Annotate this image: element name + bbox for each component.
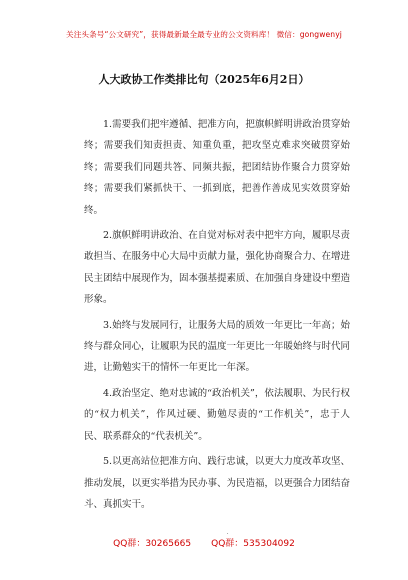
header-promo-note: 关注头条号“公文研究”，获得最新最全最专业的公文资料库！ 微信：gongwenyj	[66, 30, 342, 39]
document-title: 人大政协工作类排比句（2025年6月2日）	[98, 73, 310, 86]
paragraph-2: 2.旗帜鲜明讲政治、在自觉对标对表中把牢方向，履职尽责敢担当、在服务中心大局中贡献力量，强化协商聚合力、在增进民主团结中展现作为，固本强基提素质、在加强自身建设中塑造形象。	[84, 230, 351, 306]
paragraph-3: 3.始终与发展同行，让服务大局的质效一年更比一年高；始终与群众同心，让履职为民的温度一年更比一年暖始终与时代同进，让勤勉实干的情怀一年更比一年深。	[84, 319, 351, 374]
page-bottom-mask	[0, 519, 408, 533]
footer-qq-group-1: QQ群：30265665	[113, 539, 192, 549]
paragraph-5: 5.以更高站位把准方向、践行忠诚，以更大力度改革攻坚、推动发展，以更实举措为民办事、为民造福，以更强合力团结奋斗、真抓实干。	[84, 456, 351, 510]
paragraph-1: 1.需要我们把牢遵循、把准方向，把旗帜鲜明讲政治贯穿始终；需要我们知责担责、知重负重，把攻坚克难求突破贯穿始终；需要我们同题共答、同频共振，把团结协作聚合力贯穿始终；需要我们紧抓快干、一抓到底，把善作善成见实效贯穿始终。	[84, 119, 350, 216]
footer-contact	[0, 536, 408, 549]
paragraph-4: 4.政治坚定、绝对忠诚的“政治机关”，依法履职、为民行权的“权力机关”，作风过硬、勤勉尽责的“工作机关”，忠于人民、联系群众的“代表机关”。	[84, 387, 350, 442]
document-body	[84, 114, 350, 545]
footer-qq-group-2: QQ群：535304092	[211, 539, 295, 549]
